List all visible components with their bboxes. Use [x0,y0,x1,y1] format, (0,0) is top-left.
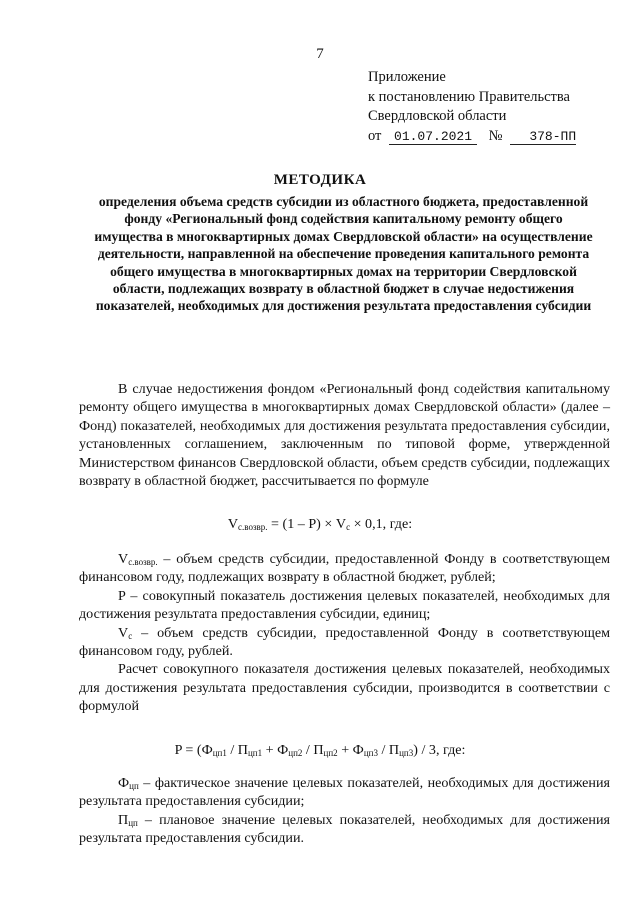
page-number: 7 [316,46,324,62]
formula-1 [0,516,640,533]
definition-f [79,774,610,811]
appendix-line-2: к постановлению Правительства [368,88,570,105]
number-prefix: № [488,127,503,144]
def-f-sub: цп [129,781,139,791]
f2-sub: цп1 [212,748,227,758]
def-f-text: – фактическое значение целевых показателей, необходимых для достижения результата предоставления субсидии; [79,775,610,810]
definitions-section-2 [79,774,610,848]
document-title: МЕТОДИКА [273,172,367,188]
document-subtitle: определения объема средств субсидии из областного бюджета, предоставленной фонду «Региональный фонд содействия капитальному ремонту общего имущества в многоквартирных домах Свердловской области» на осуществление деятельности, направленной на обеспечение проведения капитального ремонта общего имущества в многоквартирных домах на территории Свердловской области, подлежащих возврату в областной бюджет в случае недостижения показателей, необходимых для достижения результата предоставления субсидии [94,194,593,314]
f2-part: / П [226,742,248,758]
appendix-line-3: Свердловской области [368,108,507,124]
def-vc-text: – объем средств субсидии, предоставленной Фонду в соответствующем финансовом году, рублей. [79,624,610,660]
definition-pp [79,811,610,848]
decree-number: 378-ПП [510,129,576,145]
formula-1-vc-sub: с [346,522,351,532]
f2-sub: цп2 [323,748,338,758]
date-prefix: от [368,127,382,144]
f2-part: / П [302,742,324,758]
formula-1-tail: × 0,1, где: [350,516,413,532]
appendix-line-1: Приложение [368,69,446,85]
decree-date: 01.07.2021 [389,129,477,145]
def-vc-sub: с [128,630,133,641]
formula-1-middle: = (1 – P) × V [267,516,347,532]
def-v-sub: с.возвр. [128,557,158,567]
paragraph-1: В случае недостижения фондом «Региональный фонд содействия капитальному ремонту общего имущества в многоквартирных домах Свердловской области» (далее – Фонд) показателей, необходимых для достижения результата предоставления субсидии, установленных соглашением, заключенным по типовой форме, утвержденной Министерством финансов Свердловской области, объем средств субсидии, подлежащих возврату в областной бюджет, рассчитывается по формуле [79,381,610,490]
f2-part: + Ф [262,742,289,758]
def-v-text: – объем средств субсидии, предоставленной Фонду в соответствующем финансовом году, подлежащих возврату в областной бюджет, рублей; [79,551,610,586]
f2-part: P = (Ф [174,742,213,758]
formula-1-v-sub: с.возвр. [238,522,268,532]
appendix-block [368,68,576,146]
paragraph-2: Расчет совокупного показателя достижения целевых показателей, необходимых для достижения результата предоставления субсидии, производится в соответствии с формулой [79,661,610,715]
f2-part: ) / 3, где: [413,742,466,758]
def-v-letter: V [118,551,129,567]
definitions-section [79,550,610,716]
def-vc-letter: V [118,624,129,641]
intro-section [79,380,610,490]
def-pp-sub: цп [128,817,138,828]
appendix-date-line [368,127,576,147]
f2-sub: цп3 [363,748,378,758]
formula-1-v: V [227,516,239,532]
def-f-letter: Ф [118,775,130,791]
def-pp-text: – плановое значение целевых показателей, необходимых для достижения результата предоставления субсидии. [79,811,610,847]
definition-v-vozvr [79,550,610,587]
def-pp-letter: П [118,811,129,828]
f2-sub: цп3 [399,748,414,758]
f2-sub: цп1 [247,748,263,758]
f2-part: + Ф [337,742,364,758]
f2-part: / П [377,742,400,758]
formula-2 [0,742,640,759]
definition-vc [79,624,610,661]
f2-sub: цп2 [288,748,303,758]
definition-p: P – совокупный показатель достижения целевых показателей, необходимых для достижения результата предоставления субсидии, единиц; [79,587,610,623]
